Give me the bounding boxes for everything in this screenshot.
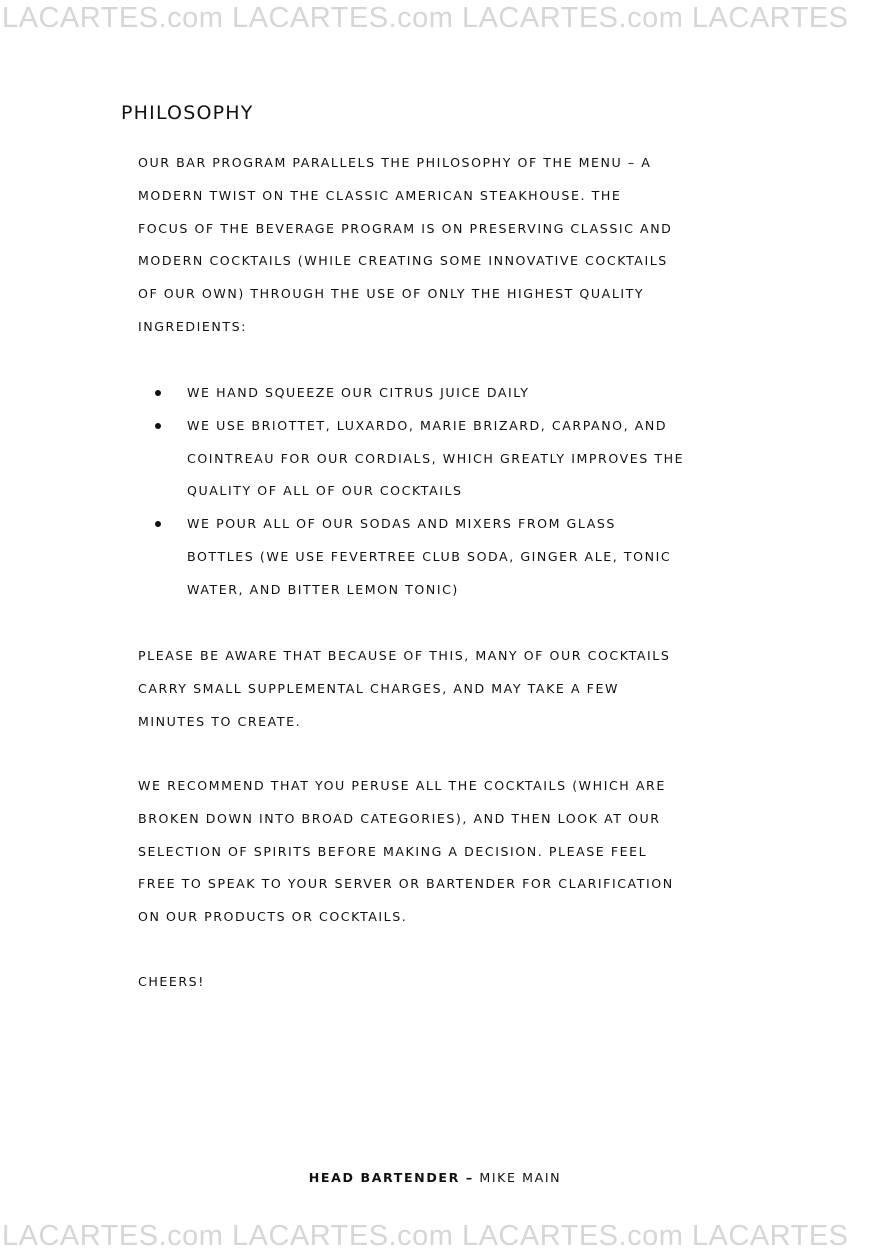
recommend-line: ON OUR PRODUCTS OR COCKTAILS.: [138, 909, 408, 925]
ingredients-list: [138, 377, 818, 607]
signature: [0, 1170, 870, 1185]
signature-name: MIKE MAIN: [479, 1170, 562, 1185]
intro-paragraph: [138, 147, 818, 344]
list-item-line: BOTTLES (WE USE FEVERTREE CLUB SODA, GINGER ALE, TONIC: [187, 548, 672, 564]
list-item: [138, 410, 818, 508]
list-item-line: COINTREAU FOR OUR CORDIALS, WHICH GREATLY IMPROVES THE: [187, 450, 685, 466]
intro-line: MODERN COCKTAILS (WHILE CREATING SOME INNOVATIVE COCKTAILS: [138, 253, 668, 269]
page-title: PHILOSOPHY: [121, 102, 254, 124]
recommend-line: SELECTION OF SPIRITS BEFORE MAKING A DECISION. PLEASE FEEL: [138, 843, 648, 859]
intro-line: MODERN TWIST ON THE CLASSIC AMERICAN STEAKHOUSE. THE: [138, 187, 622, 203]
recommendation-paragraph: [138, 770, 818, 934]
notice-paragraph: [138, 640, 818, 738]
notice-line: PLEASE BE AWARE THAT BECAUSE OF THIS, MANY OF OUR COCKTAILS: [138, 648, 671, 663]
recommend-line: FREE TO SPEAK TO YOUR SERVER OR BARTENDER FOR CLARIFICATION: [138, 876, 674, 892]
closing-paragraph: [138, 966, 818, 999]
watermark-bottom: LACARTES.com LACARTES.com LACARTES.com LACARTES: [2, 1222, 849, 1251]
recommend-line: BROKEN DOWN INTO BROAD CATEGORIES), AND THEN LOOK AT OUR: [138, 810, 661, 826]
notice-line: CARRY SMALL SUPPLEMENTAL CHARGES, AND MAY TAKE A FEW: [138, 680, 619, 696]
list-item: [138, 508, 818, 606]
recommend-line: WE RECOMMEND THAT YOU PERUSE ALL THE COCKTAILS (WHICH ARE: [138, 778, 666, 793]
intro-line: OF OUR OWN) THROUGH THE USE OF ONLY THE HIGHEST QUALITY: [138, 286, 645, 302]
bullet-icon: [155, 390, 161, 396]
list-item-line: WE USE BRIOTTET, LUXARDO, MARIE BRIZARD, CARPANO, AND: [187, 417, 668, 433]
list-item: [138, 377, 818, 410]
bullet-icon: [155, 423, 161, 429]
list-item-line: QUALITY OF ALL OF OUR COCKTAILS: [187, 483, 463, 499]
watermark-top: LACARTES.com LACARTES.com LACARTES.com LACARTES: [2, 4, 849, 33]
list-item-line: WE POUR ALL OF OUR SODAS AND MIXERS FROM GLASS: [187, 516, 616, 532]
bullet-icon: [155, 521, 161, 527]
cheers-text: CHEERS!: [138, 974, 205, 989]
notice-line: MINUTES TO CREATE.: [138, 713, 302, 729]
intro-line: INGREDIENTS:: [138, 318, 247, 334]
intro-line: FOCUS OF THE BEVERAGE PROGRAM IS ON PRESERVING CLASSIC AND: [138, 220, 673, 236]
intro-line: OUR BAR PROGRAM PARALLELS THE PHILOSOPHY OF THE MENU – A: [138, 155, 652, 170]
list-item-line: WE HAND SQUEEZE OUR CITRUS JUICE DAILY: [187, 385, 530, 400]
list-item-line: WATER, AND BITTER LEMON TONIC): [187, 581, 459, 597]
signature-title: HEAD BARTENDER –: [308, 1170, 474, 1185]
